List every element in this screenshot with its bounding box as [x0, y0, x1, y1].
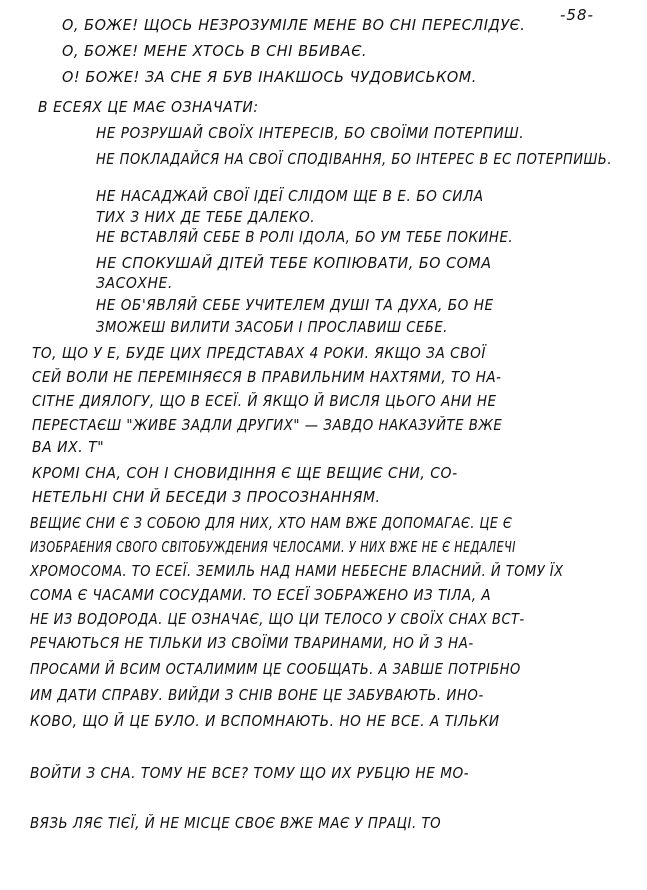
paragraph-line: КРОМІ СНА, СОН І СНОВИДІННЯ Є ЩЕ ВЕЩИЄ СНИ, СО- [32, 464, 458, 482]
bullet-line: НЕ ВСТАВЛЯЙ СЕБЕ В РОЛІ ІДОЛА, БО УМ ТЕБЕ ПОКИНЕ. [96, 228, 514, 246]
paragraph-line: НЕ ИЗ ВОДОРОДА. ЦЕ ОЗНАЧАЄ, ЩО ЦИ ТЕЛОСО У СВОЇХ СНАХ ВСТ- [30, 610, 525, 628]
paragraph-line: ИЗОБРАЕНИЯ СВОГО СВІТОБУЖДЕНИЯ ЧЕЛОСАМИ. У НИХ ВЖЕ НЕ Є НЕДАЛЕЧІ [30, 538, 516, 556]
page-number: -58- [560, 6, 594, 24]
bullet-line: НЕ ОБ'ЯВЛЯЙ СЕБЕ УЧИТЕЛЕМ ДУШІ ТА ДУХА, БО НЕ [96, 296, 494, 314]
intro-line: В ЕСЕЯХ ЦЕ МАЄ ОЗНАЧАТИ: [38, 98, 259, 116]
bullet-line: ЗМОЖЕШ ВИЛИТИ ЗАСОБИ І ПРОСЛАВИШ СЕБЕ. [96, 318, 448, 336]
paragraph-line: НЕТЕЛЬНІ СНИ Й БЕСЕДИ З ПРОСОЗНАННЯМ. [32, 488, 381, 506]
bullet-line: НЕ СПОКУШАЙ ДІТЕЙ ТЕБЕ КОПІЮВАТИ, БО СОМА [96, 254, 492, 272]
paragraph-line: СЕЙ ВОЛИ НЕ ПЕРЕМІНЯЄСЯ В ПРАВИЛЬНИМ НАХТЯМИ, ТО НА- [32, 368, 502, 386]
paragraph-line: ПЕРЕСТАЄШ "ЖИВЕ ЗАДЛИ ДРУГИХ" — ЗАВДО НАКАЗУЙТЕ ВЖЕ [32, 416, 503, 434]
paragraph-line: ВА ИХ. Т" [32, 438, 105, 456]
paragraph-line: СОМА Є ЧАСАМИ СОСУДАМИ. ТО ЕСЕЇ ЗОБРАЖЕНО ИЗ ТІЛА, А [30, 586, 492, 604]
bullet-line: НЕ РОЗРУШАЙ СВОЇХ ІНТЕРЕСІВ, БО СВОЇМИ ПОТЕРПИШ. [96, 124, 525, 142]
paragraph-line: ПРОСАМИ Й ВСИМ ОСТАЛИМИМ ЦЕ СООБЩАТЬ. А ЗАВШЕ ПОТРІБНО [30, 660, 521, 678]
opening-line: О, БОЖЕ! МЕНЕ ХТОСЬ В СНІ ВБИВАЄ. [62, 42, 367, 60]
paragraph-line: КОВО, ЩО Й ЦЕ БУЛО. И ВСПОМНАЮТЬ. НО НЕ ВСЕ. А ТІЛЬКИ [30, 712, 500, 730]
paragraph-line: ТО, ЩО У Е, БУДЕ ЦИХ ПРЕДСТАВАХ 4 РОКИ. ЯКЩО ЗА СВОЇ [32, 344, 486, 362]
paragraph-line: РЕЧАЮТЬСЯ НЕ ТІЛЬКИ ИЗ СВОЇМИ ТВАРИНАМИ, НО Й З НА- [30, 634, 474, 652]
paragraph-line: ВЕЩИЄ СНИ Є З СОБОЮ ДЛЯ НИХ, ХТО НАМ ВЖЕ ДОПОМАГАЄ. ЦЕ Є [30, 514, 513, 532]
opening-line: О, БОЖЕ! ЩОСЬ НЕЗРОЗУМІЛЕ МЕНЕ ВО СНІ ПЕРЕСЛІДУЄ. [62, 16, 526, 34]
bullet-line: НЕ НАСАДЖАЙ СВОЇ ІДЕЇ СЛІДОМ ЩЕ В Е. БО СИЛА [96, 187, 484, 205]
bullet-line: ТИХ З НИХ ДЕ ТЕБЕ ДАЛЕКО. [96, 208, 316, 226]
paragraph-line: ХРОМОСОМА. ТО ЕСЕЇ. ЗЕМИЛЬ НАД НАМИ НЕБЕСНЕ ВЛАСНИЙ. Й ТОМУ ЇХ [30, 562, 564, 580]
opening-line: О! БОЖЕ! ЗА СНЕ Я БУВ ІНАКШОСЬ ЧУДОВИСЬКОМ. [62, 68, 477, 86]
paragraph-line: ВЯЗЬ ЛЯЄ ТІЄЇ, Й НЕ МІСЦЕ СВОЄ ВЖЕ МАЄ У ПРАЦІ. ТО [30, 814, 442, 832]
paragraph-line: ВОЙТИ З СНА. ТОМУ НЕ ВСЕ? ТОМУ ЩО ИХ РУБЦЮ НЕ МО- [30, 764, 470, 782]
paragraph-line: СІТНЕ ДИЯЛОГУ, ЩО В ЕСЕЇ. Й ЯКЩО Й ВИСЛЯ ЦЬОГО АНИ НЕ [32, 392, 497, 410]
bullet-line: ЗАСОХНЕ. [96, 274, 173, 292]
paragraph-line: ИМ ДАТИ СПРАВУ. ВИЙДИ З СНІВ ВОНЕ ЦЕ ЗАБУВАЮТЬ. ИНО- [30, 686, 484, 704]
bullet-line: НЕ ПОКЛАДАЙСЯ НА СВОЇ СПОДІВАННЯ, БО ІНТЕРЕС В ЕС ПОТЕРПИШЬ. [96, 150, 613, 168]
